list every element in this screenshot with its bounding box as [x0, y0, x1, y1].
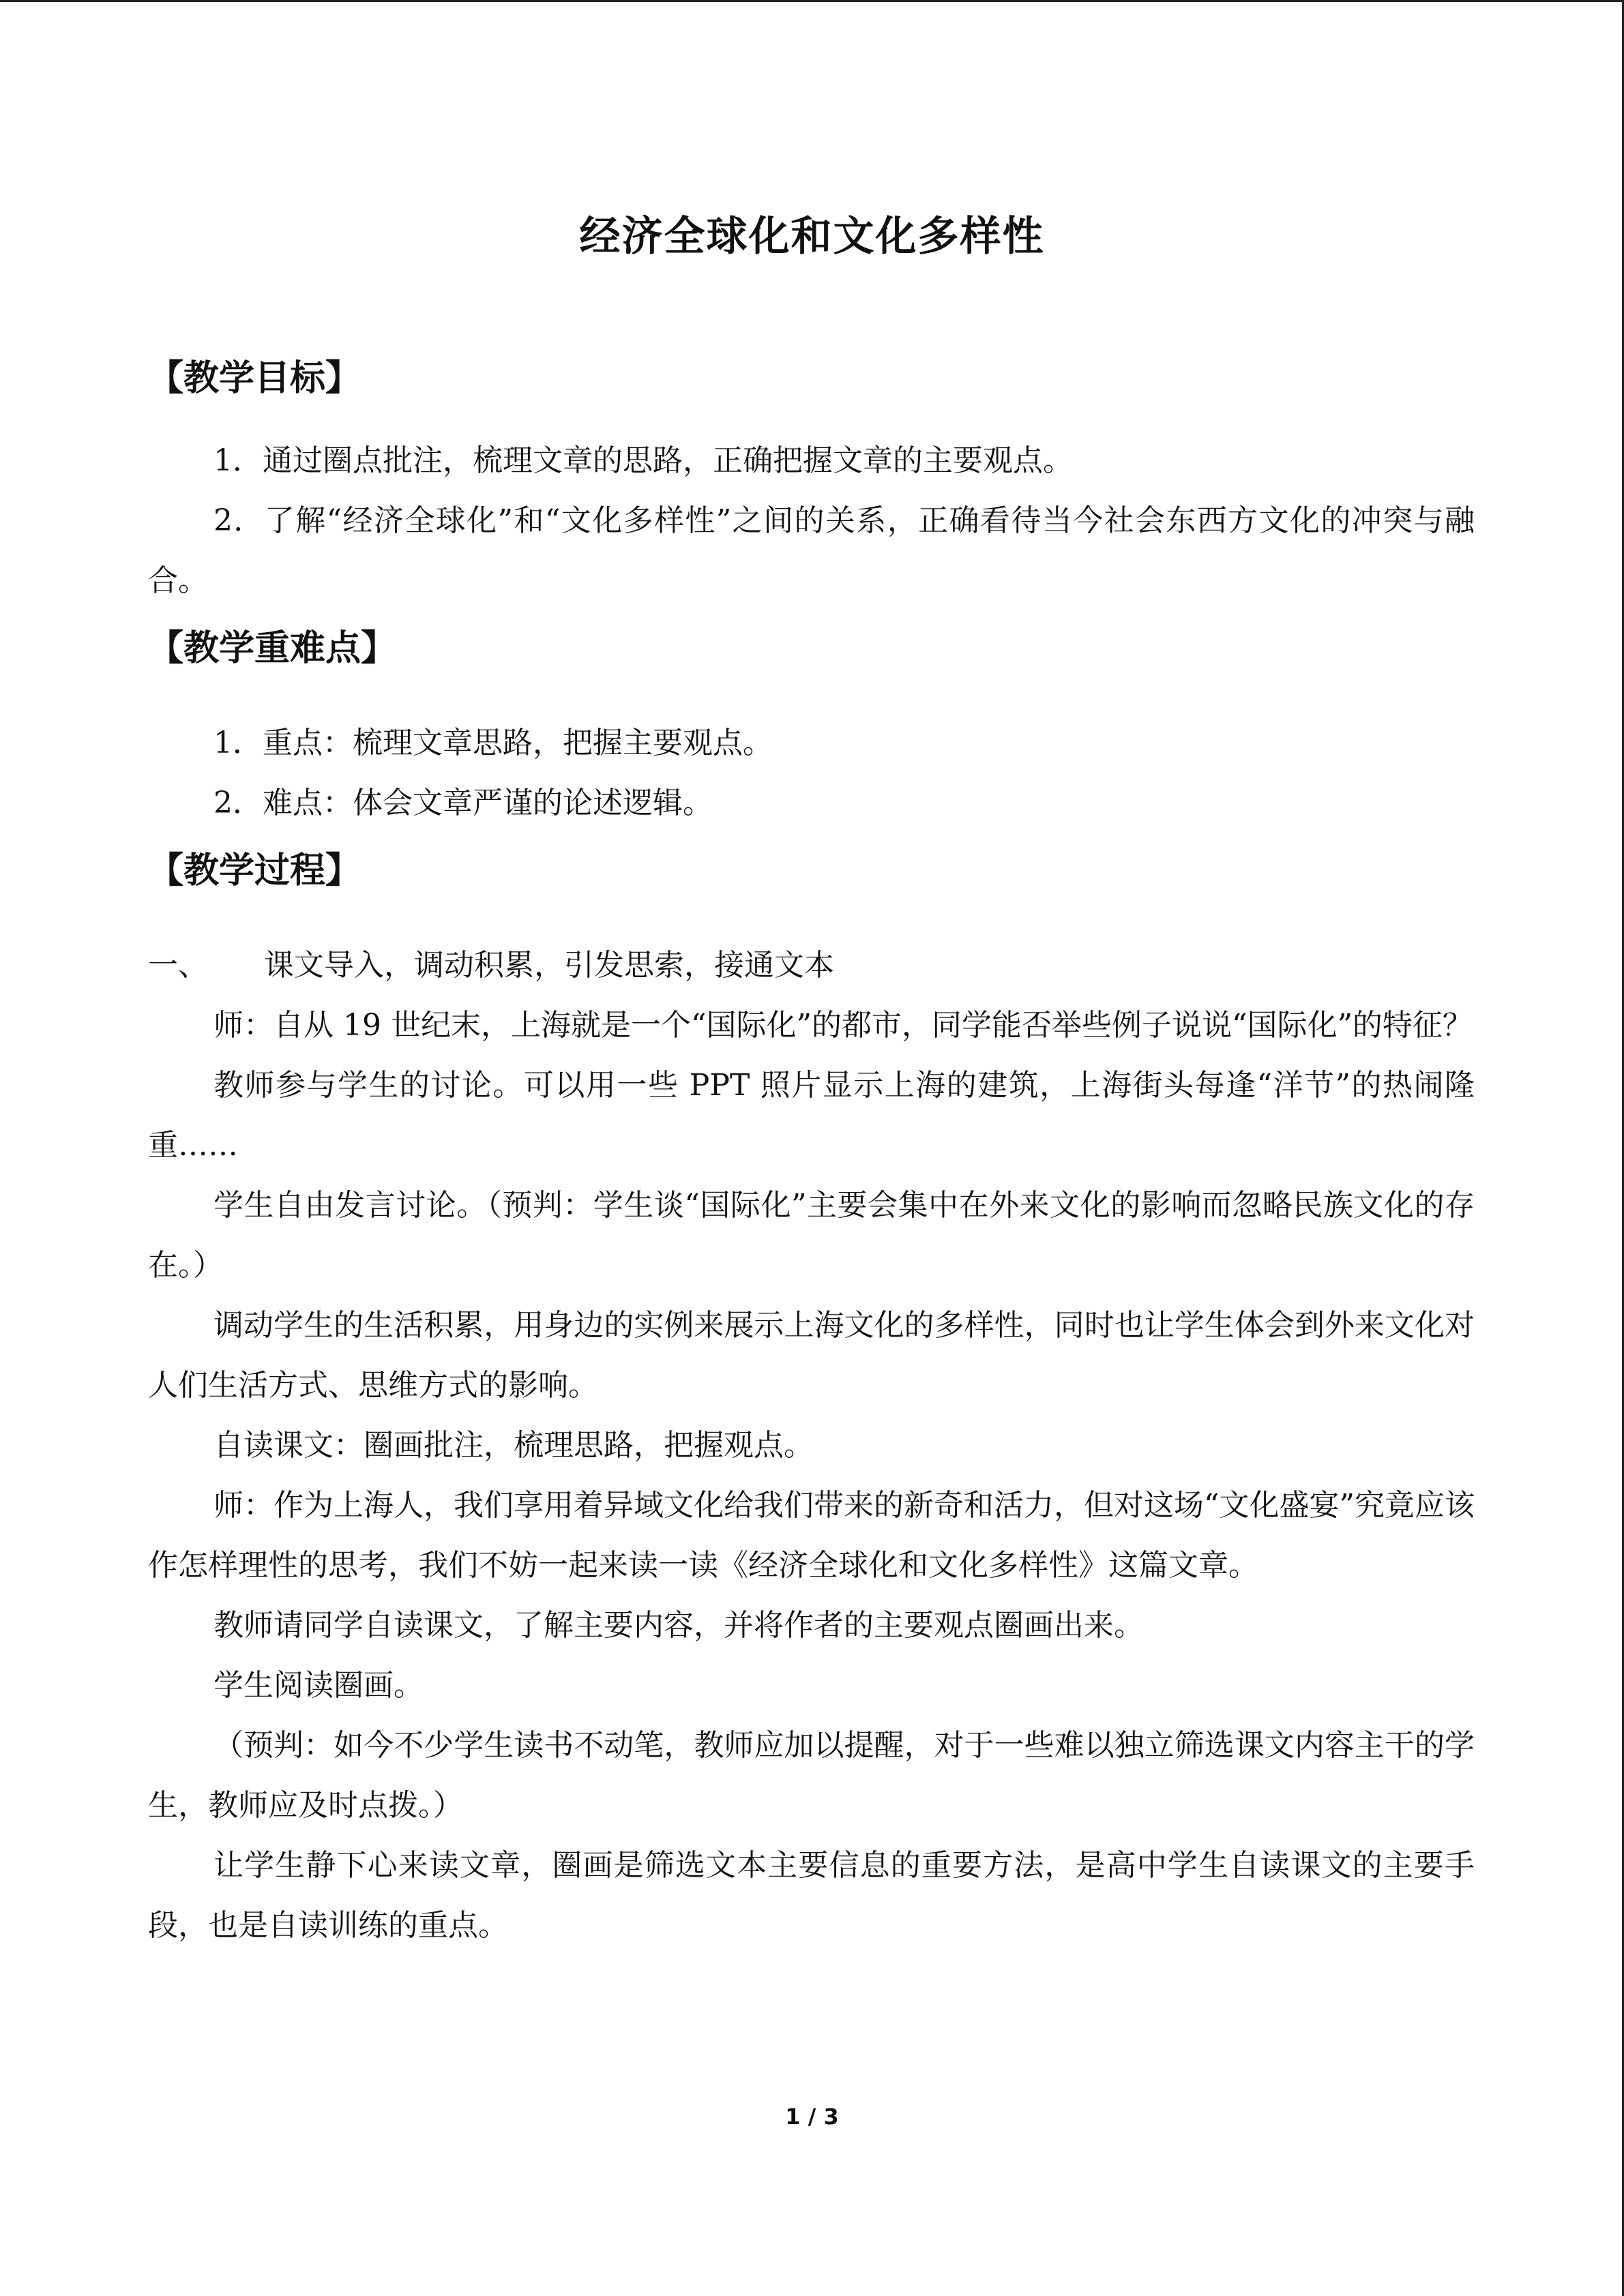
document-body	[148, 341, 1475, 1956]
process-paragraph: （预判：如今不少学生读书不动笔，教师应加以提醒，对于一些难以独立筛选课文内容主干的学生，教师应及时点拨。）	[148, 1728, 1475, 1823]
section-heading-goals: 【教学目标】	[148, 358, 361, 399]
process-paragraph: 师：自从 19 世纪末，上海就是一个“国际化”的都市，同学能否举些例子说说“国际化”的特征？	[213, 1008, 1473, 1043]
process-step-1	[148, 936, 1475, 996]
process-paragraph: 调动学生的生活积累，用身边的实例来展示上海文化的多样性，同时也让学生体会到外来文化对人们生活方式、思维方式的影响。	[148, 1308, 1475, 1403]
goal-item-2: 2．了解“经济全球化”和“文化多样性”之间的关系，正确看待当今社会东西方文化的冲突与融合。	[148, 503, 1475, 598]
process-paragraph: 教师参与学生的讨论。可以用一些 PPT 照片显示上海的建筑，上海街头每逢“洋节”的热闹隆重……	[148, 1068, 1475, 1163]
keypoint-item-1: 1．重点：梳理文章思路，把握主要观点。	[213, 726, 773, 760]
page-number: 1 / 3	[785, 2104, 839, 2130]
process-paragraph: 学生阅读圈画。	[213, 1668, 424, 1703]
process-paragraph: 师：作为上海人，我们享用着异域文化给我们带来的新奇和活力，但对这场“文化盛宴”究竟应该作怎样理性的思考，我们不妨一起来读一读《经济全球化和文化多样性》这篇文章。	[148, 1488, 1475, 1583]
process-step-number: 一、	[148, 948, 208, 983]
process-paragraph: 自读课文：圈画批注，梳理思路，把握观点。	[213, 1428, 814, 1463]
keypoint-item-2: 2．难点：体会文章严谨的论述逻辑。	[213, 786, 713, 820]
process-step-text: 课文导入，调动积累，引发思索，接通文本	[264, 948, 834, 983]
process-paragraph: 教师请同学自读课文，了解主要内容，并将作者的主要观点圈画出来。	[213, 1608, 1144, 1643]
section-heading-keypoints: 【教学重难点】	[148, 628, 397, 669]
process-paragraph: 让学生静下心来读文章，圈画是筛选文本主要信息的重要方法，是高中学生自读课文的主要手段，也是自读训练的重点。	[148, 1848, 1475, 1943]
section-heading-process: 【教学过程】	[148, 850, 361, 891]
goal-item-1: 1．通过圈点批注，梳理文章的思路，正确把握文章的主要观点。	[213, 443, 1073, 478]
document-title: 经济全球化和文化多样性	[579, 213, 1045, 260]
process-paragraph: 学生自由发言讨论。（预判：学生谈“国际化”主要会集中在外来文化的影响而忽略民族文化的存在。）	[148, 1188, 1475, 1283]
